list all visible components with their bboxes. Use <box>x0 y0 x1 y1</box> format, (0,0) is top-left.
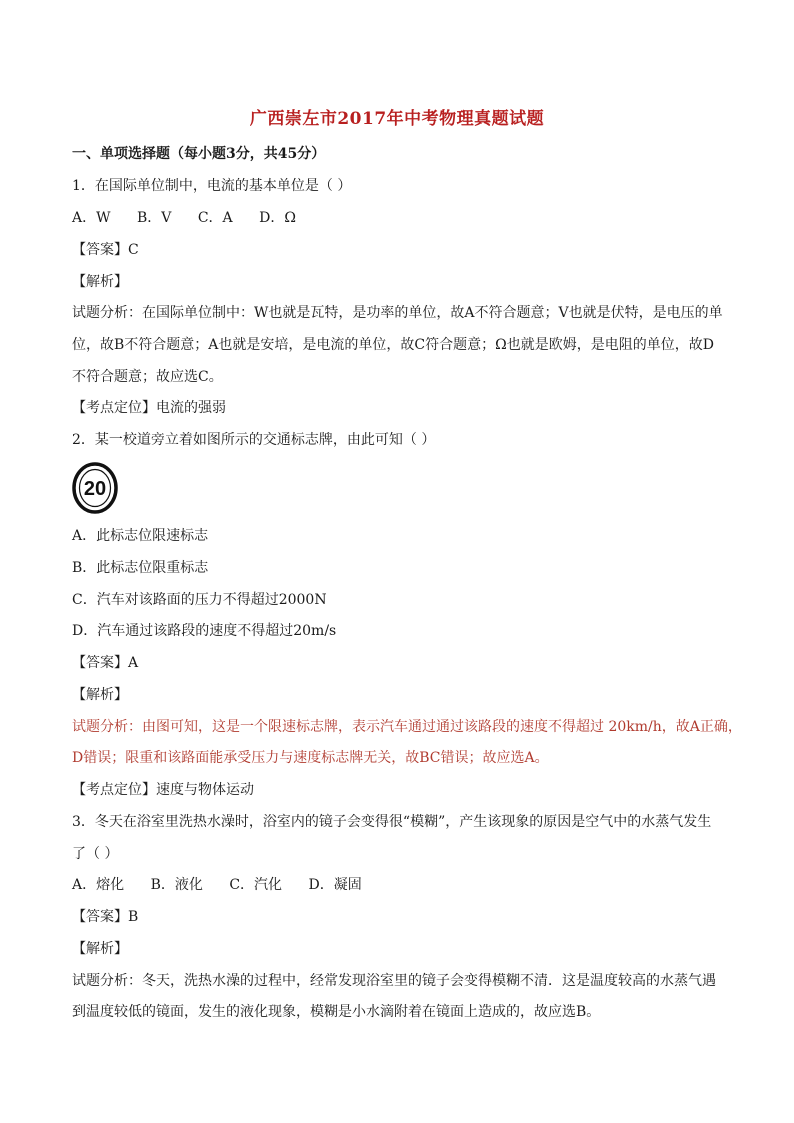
section-heading: 一、单项选择题（每小题3分，共45分） <box>72 146 326 162</box>
q2-option-a: A．此标志位限速标志 <box>72 528 209 544</box>
q2-option-b: B．此标志位限重标志 <box>72 560 209 576</box>
q1-knowledge-point: 【考点定位】电流的强弱 <box>72 400 226 416</box>
q1-analysis-line: 不符合题意；故应选C。 <box>72 369 223 385</box>
q2-knowledge-point: 【考点定位】速度与物体运动 <box>72 782 254 798</box>
q2-analysis-label: 【解析】 <box>72 687 128 703</box>
speed-limit-value: 20 <box>83 478 107 500</box>
q1-answer: 【答案】C <box>72 242 139 258</box>
q3-option-d: D．凝固 <box>308 877 362 893</box>
q3-stem-line: 3．冬天在浴室里洗热水澡时，浴室内的镜子会变得很“模糊”，产生该现象的原因是空气中的水蒸气发生 <box>72 814 712 830</box>
q1-stem: 1．在国际单位制中，电流的基本单位是（ ） <box>72 178 352 194</box>
q1-option-d: D．Ω <box>259 210 296 226</box>
q2-analysis-line: D错误；限重和该路面能承受压力与速度标志牌无关，故BC错误；故应选A。 <box>72 750 549 766</box>
document-title: 广西崇左市2017年中考物理真题试题 <box>249 109 545 129</box>
q2-analysis-line: 试题分析：由图可知，这是一个限速标志牌，表示汽车通过通过该路段的速度不得超过 20km/h，故A正确， <box>72 719 742 735</box>
q2-option-c: C．汽车对该路面的压力不得超过2000N <box>72 592 327 608</box>
q3-analysis-label: 【解析】 <box>72 941 128 957</box>
q1-options <box>72 208 296 228</box>
q1-analysis-line: 位，故B不符合题意；A也就是安培，是电流的单位，故C符合题意；Ω也就是欧姆，是电阻的单位，故D <box>72 337 714 353</box>
q3-options <box>72 875 362 895</box>
q3-option-c: C．汽化 <box>229 877 283 893</box>
q2-answer: 【答案】A <box>72 655 139 671</box>
q3-analysis-line: 试题分析：冬天，洗热水澡的过程中，经常发现浴室里的镜子会变得模糊不清．这是温度较高的水蒸气遇 <box>72 973 716 989</box>
q1-analysis-line: 试题分析：在国际单位制中：W也就是瓦特，是功率的单位，故A不符合题意；V也就是伏特，是电压的单 <box>72 305 723 321</box>
q3-answer: 【答案】B <box>72 909 139 925</box>
q1-option-b: B．V <box>136 210 172 226</box>
q2-option-d: D．汽车通过该路段的速度不得超过20m/s <box>72 623 337 639</box>
q3-stem-line: 了（ ） <box>72 846 119 862</box>
q3-option-b: B．液化 <box>150 877 203 893</box>
speed-limit-sign-icon <box>72 462 118 514</box>
q3-option-a: A．熔化 <box>72 877 125 893</box>
q3-analysis-line: 到温度较低的镜面，发生的液化现象，模糊是小水滴附着在镜面上造成的，故应选B。 <box>72 1004 601 1020</box>
q1-analysis-label: 【解析】 <box>72 274 128 290</box>
q1-option-c: C．A <box>197 210 233 226</box>
q2-stem: 2．某一校道旁立着如图所示的交通标志牌，由此可知（ ） <box>72 432 436 448</box>
q1-option-a: A．W <box>72 210 111 226</box>
